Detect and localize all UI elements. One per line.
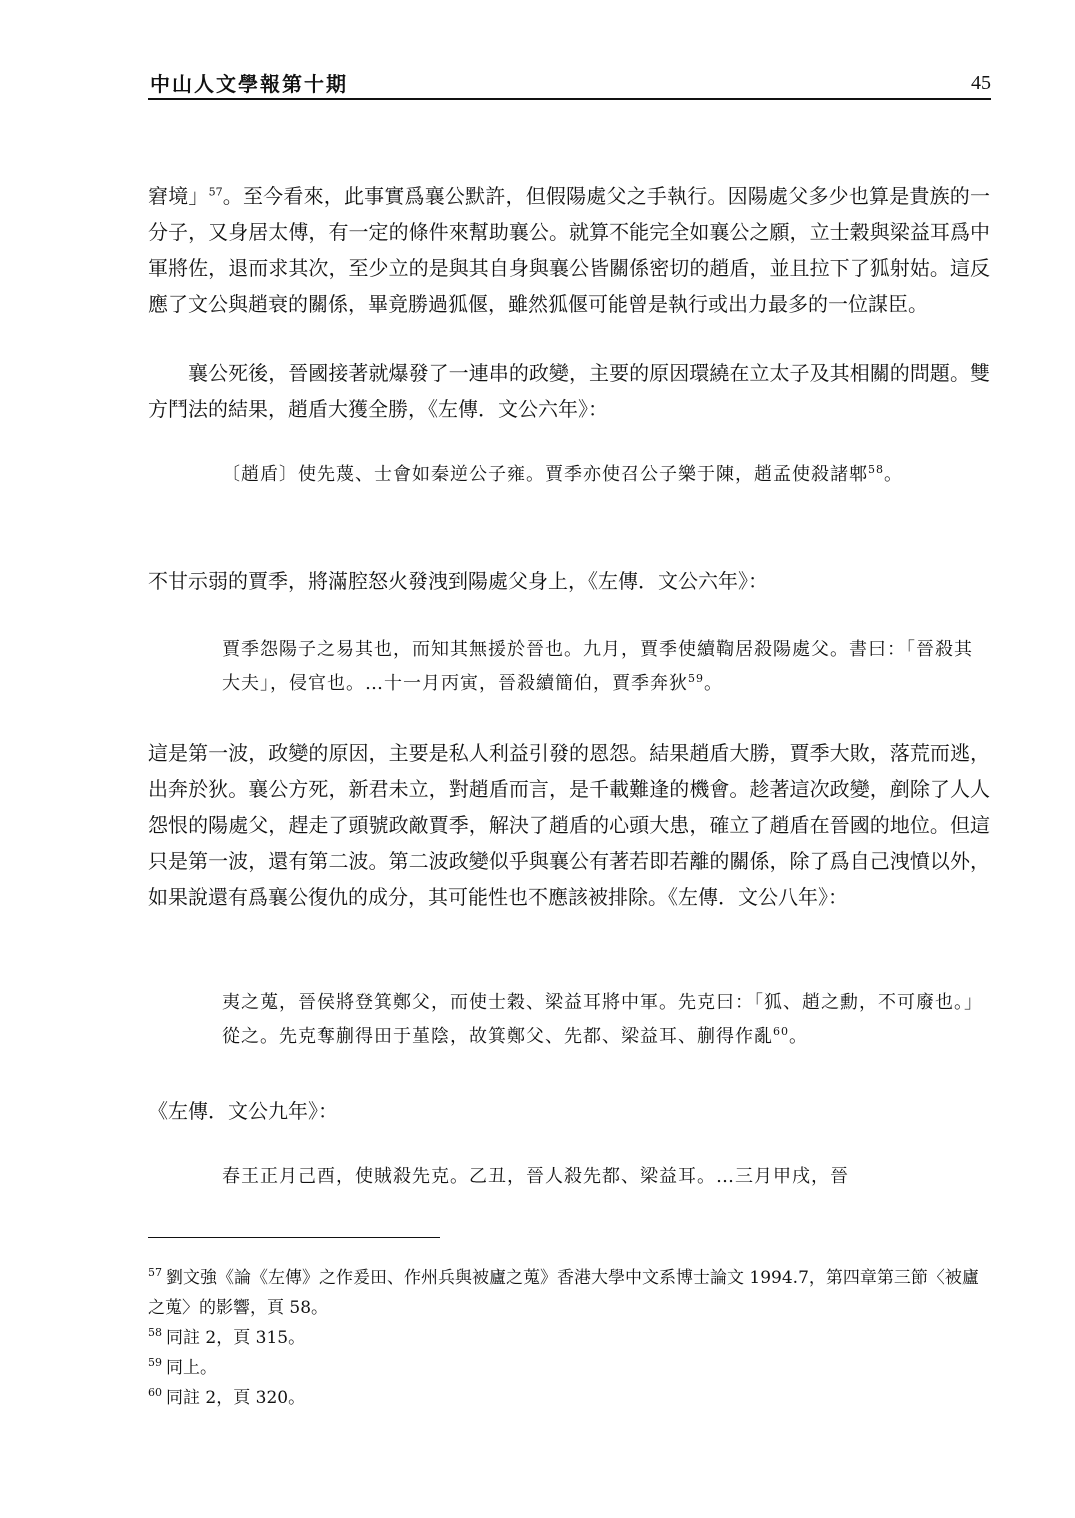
quote-3-text: 夷之蒐，晉侯將登箕鄭父，而使士穀、梁益耳將中軍。先克曰：「狐、趙之勳，不可廢也。」從之。先克奪蒯得田于堇陰，故箕鄭父、先都、梁益耳、蒯得作亂 <box>222 992 974 1047</box>
quote-1-tail: 。 <box>884 464 903 485</box>
footnote-59 <box>148 1353 990 1383</box>
quote-3-tail: 。 <box>789 1026 808 1047</box>
footnote-ref-58[interactable]: 58 <box>868 463 884 476</box>
quote-2-tail: 。 <box>704 673 723 694</box>
footnote-ref-57[interactable]: 57 <box>208 185 223 199</box>
footnote-text: 同註 2，頁 315。 <box>166 1328 306 1348</box>
footnote-ref-59[interactable]: 59 <box>688 672 704 685</box>
footnote-ref-60[interactable]: 60 <box>773 1025 789 1038</box>
paragraph-1-lead: 窘境」 <box>148 184 209 208</box>
paragraph-5: 《左傳．文公九年》： <box>148 1099 338 1123</box>
paragraph-1 <box>148 178 990 322</box>
footnote-57 <box>148 1263 990 1323</box>
paragraph-4: 這是第一波，政變的原因，主要是私人利益引發的恩怨。結果趙盾大勝，賈季大敗，落荒而逃，出奔於狄。襄公方死，新君未立，對趙盾而言，是千載難逢的機會。趁著這次政變，剷除了人人怨恨的陽處父，趕走了頭號政敵賈季，解決了趙盾的心頭大患，確立了趙盾在晉國的地位。但這只是第一波，還有第二波。第二波政變似乎與襄公有著若即若離的關係，除了爲自己洩憤以外，如果說還有爲襄公復仇的成分，其可能性也不應該被排除。《左傳．文公八年》： <box>148 741 990 909</box>
quote-1-text: 〔趙盾〕使先蔑、士會如秦逆公子雍。賈季亦使召公子樂于陳，趙孟使殺諸郫 <box>222 464 868 485</box>
footnote-text: 劉文強《論《左傳》之作爰田、作州兵與被廬之蒐》香港大學中文系博士論文 1994.7，第四章第三節〈被廬之蒐〉的影響，頁 58。 <box>148 1268 979 1318</box>
footnote-rule <box>148 1237 440 1238</box>
paragraph-2: 襄公死後，晉國接著就爆發了一連串的政變，主要的原因環繞在立太子及其相關的問題。雙方鬥法的結果，趙盾大獲全勝，《左傳．文公六年》： <box>148 361 990 421</box>
footnote-number: 57 <box>148 1266 162 1280</box>
footnote-60 <box>148 1383 990 1413</box>
footnote-text: 同上。 <box>166 1358 217 1378</box>
quote-4: 春王正月己酉，使賊殺先克。乙丑，晉人殺先都、梁益耳。…三月甲戌，晉 <box>222 1166 849 1187</box>
footnote-number: 58 <box>148 1326 162 1340</box>
page-number: 45 <box>971 72 991 94</box>
footnote-number: 59 <box>148 1356 162 1370</box>
quote-2 <box>222 633 982 701</box>
quote-3 <box>222 986 982 1054</box>
quote-2-text: 賈季怨陽子之易其也，而知其無援於晉也。九月，賈季使續鞫居殺陽處父。書曰：「晉殺其大夫」，侵官也。…十一月丙寅，晉殺續簡伯，賈季奔狄 <box>222 639 973 694</box>
paragraph-3: 不甘示弱的賈季，將滿腔怒火發洩到陽處父身上，《左傳．文公六年》： <box>148 569 768 593</box>
footnote-text: 同註 2，頁 320。 <box>166 1388 306 1408</box>
header-rule <box>148 98 991 100</box>
quote-1 <box>222 458 982 492</box>
paragraph-1-text: 。至今看來，此事實爲襄公默許，但假陽處父之手執行。因陽處父多少也算是貴族的一分子，又身居太傅，有一定的條件來幫助襄公。就算不能完全如襄公之願，立士穀與梁益耳爲中軍將佐，退而求其次，至少立的是與其自身與襄公皆關係密切的趙盾，並且拉下了狐射姑。這反應了文公與趙衰的關係，畢竟勝過狐偃，雖然狐偃可能曾是執行或出力最多的一位謀臣。 <box>148 184 991 316</box>
running-header-title: 中山人文學報第十期 <box>150 72 348 96</box>
footnote-58 <box>148 1323 990 1353</box>
footnote-number: 60 <box>148 1386 162 1400</box>
